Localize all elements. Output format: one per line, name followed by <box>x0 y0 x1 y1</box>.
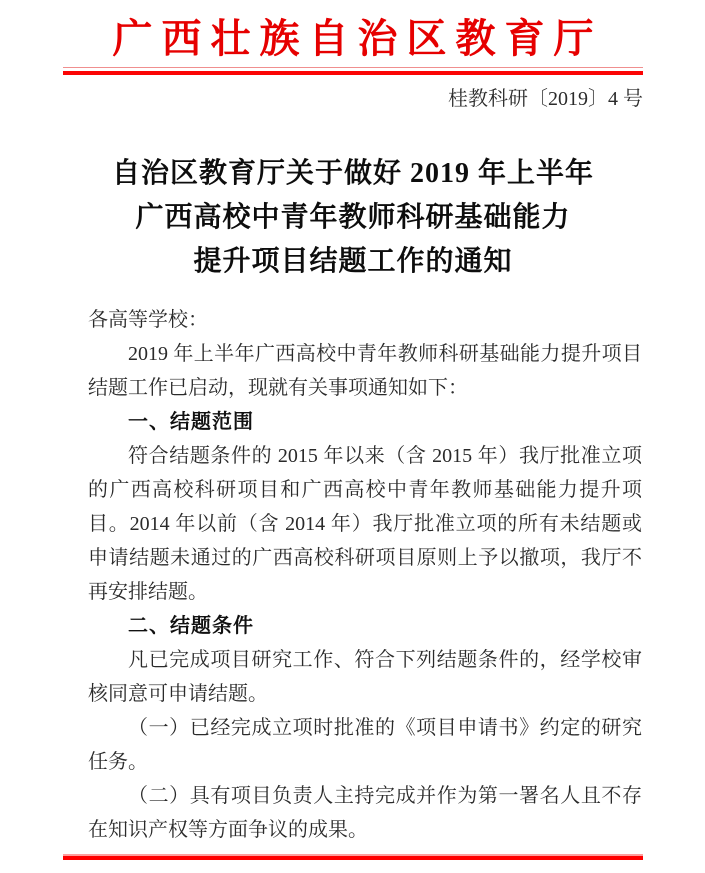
paragraph-conditions-intro: 凡已完成项目研究工作、符合下列结题条件的，经学校审核同意可申请结题。 <box>88 649 642 705</box>
footer-divider-thick-line <box>63 856 643 860</box>
title-line-3: 提升项目结题工作的通知 <box>193 246 513 277</box>
doc-number: 桂教科研〔2019〕4 号 <box>448 88 643 110</box>
divider-thick-line <box>63 71 643 75</box>
document-title <box>63 152 643 284</box>
salutation: 各高等学校： <box>88 309 208 331</box>
document-body <box>63 303 642 847</box>
paragraph-condition-1: （一）已经完成立项时批准的《项目申请书》约定的研究任务。 <box>88 717 642 773</box>
paragraph-condition-2: （二）具有项目负责人主持完成并作为第一署名人且不存在知识产权等方面争议的成果。 <box>88 785 642 841</box>
paragraph-intro: 2019 年上半年广西高校中青年教师科研基础能力提升项目结题工作已启动，现就有关事项通知如下： <box>88 343 642 399</box>
footer-divider <box>63 854 643 860</box>
paragraph-scope: 符合结题条件的 2015 年以来（含 2015 年）我厅批准立项的广西高校科研项目和广西高校中青年教师基础能力提升项目。2014 年以前（含 2014 年）我厅批准立项的所有未结题或申请结题未通过的广西高校科研项目原则上予以撤项，我厅不再安排结题。 <box>88 445 642 603</box>
title-line-2: 广西高校中青年教师科研基础能力 <box>135 202 571 233</box>
section-heading-conditions: 二、结题条件 <box>128 615 254 637</box>
letterhead-divider <box>63 67 643 75</box>
org-name: 广西壮族自治区教育厅 <box>112 16 603 61</box>
title-line-1: 自治区教育厅关于做好 2019 年上半年 <box>111 158 594 189</box>
section-heading-scope: 一、结题范围 <box>128 411 254 433</box>
letterhead <box>63 18 643 110</box>
